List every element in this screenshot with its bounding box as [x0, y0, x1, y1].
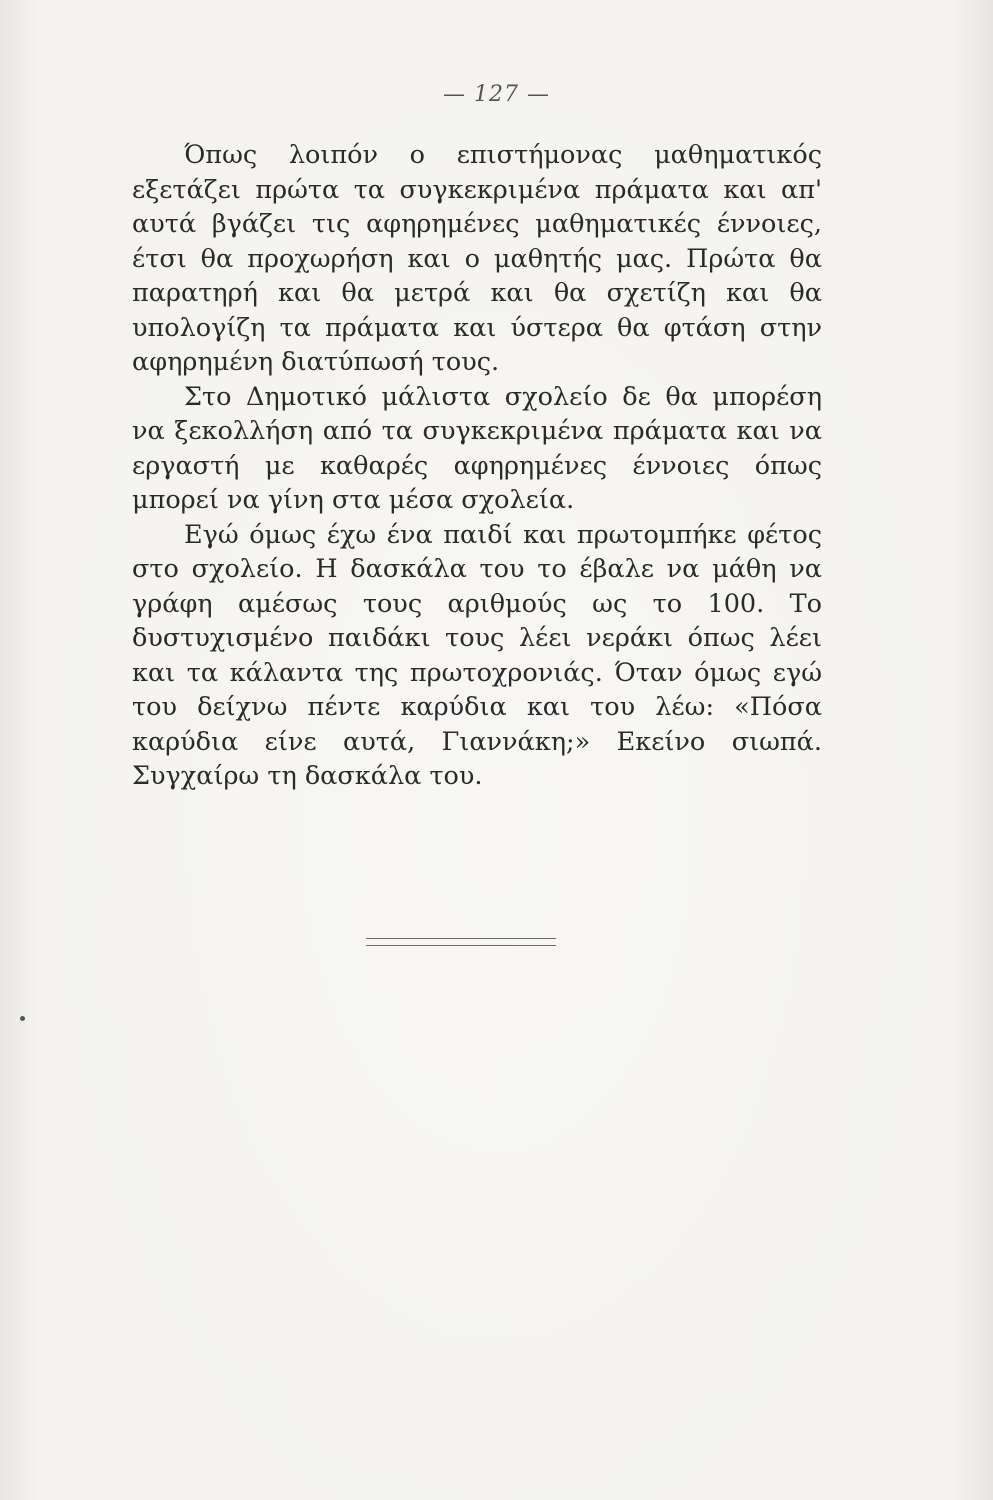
body-text	[132, 138, 822, 794]
paragraph-1: Όπως λοιπόν ο επιστήμονας μαθηματικός εξετάζει πρώτα τα συγκεκριμένα πράματα και απ' αυτά βγάζει τις αφηρημένες μαθηματικές έννοιες, έτσι θα προχωρήση και ο μαθητής μας. Πρώτα θα παρατηρή και θα μετρά και θα σχετίζη και θα υπολογίζη τα πράματα και ύστερα θα φτάση στην αφηρημένη διατύπωσή τους.	[132, 140, 822, 377]
double-rule-divider	[366, 938, 556, 946]
page-number: — 127 —	[443, 82, 550, 107]
paragraph-3: Εγώ όμως έχω ένα παιδί και πρωτομπήκε φέτος στο σχολείο. Η δασκάλα του το έβαλε να μάθη να γράφη αμέσως τους αριθμούς ως το 100. Το δυστυχισμένο παιδάκι τους λέει νεράκι όπως λέει και τα κάλαντα της πρωτοχρονιάς. Όταν όμως εγώ του δείχνω πέντε καρύδια και του λέω: «Πόσα καρύδια είνε αυτά, Γιαννάκη;» Εκείνο σιωπά. Συγχαίρω τη δασκάλα του.	[132, 519, 822, 791]
paragraph-2: Στο Δημοτικό μάλιστα σχολείο δε θα μπορέση να ξεκολλήση από τα συγκεκριμένα πράματα και να εργαστή με καθαρές αφηρημένες έννοιες όπως μπορεί να γίνη στα μέσα σχολεία.	[132, 381, 822, 515]
ink-speck	[20, 1016, 25, 1021]
